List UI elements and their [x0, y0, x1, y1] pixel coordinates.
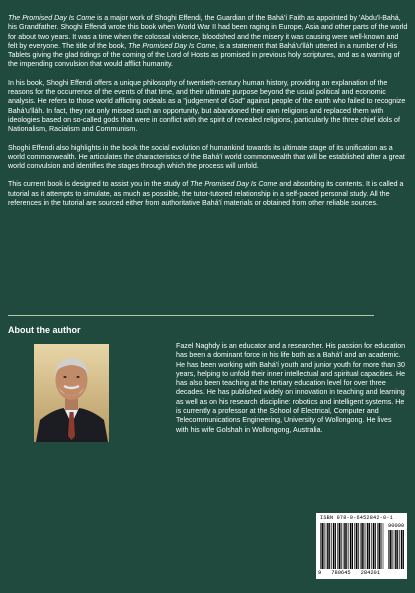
barcode-bar	[403, 530, 404, 569]
section-divider	[8, 315, 374, 316]
barcode-bars	[320, 523, 384, 569]
description-paragraph-3: Shoghi Effendi also highlights in the book the social evolution of humankind towards its ultimate stage of its unification as a world commonwealth. He articulates the characteristics of the Bahá'í world commonwealth that will be established after a great world convulsion and identifies the stages through which the process will unfold.	[8, 143, 405, 171]
barcode-bar	[361, 523, 363, 569]
barcode-bar	[350, 523, 352, 569]
barcode-bar	[329, 523, 330, 569]
barcode-bar	[343, 523, 344, 569]
author-bio: Fazel Naghdy is an educator and a researcher. His passion for education has been a dominant force in his life both as a Bahá'í and an academic. He has been working with Bahá'í youth and junior youth for more than 30 years, helping to unfold their inner intellectual and spiritual capacities. He has also been teaching at the tertiary education level for over three decades. He has published widely on innovation in teaching and learning as well as on his research discipline: robotics and intelligent systems. He is currently a professor at the School of Electrical, Computer and Telecommunications Engineering, University of Wollongong. He lives with his wife Golshah in Wollongong, Australia.	[176, 342, 406, 434]
barcode-bar	[383, 523, 384, 569]
barcode-bar	[346, 523, 347, 569]
barcode-bar	[377, 523, 378, 569]
paragraph-4-end: and absorbing its contents. It is called a tutorial as it attempts to simulate, as much as possible, the tutor-tutored relationship in a self-paced personal study. All the references in the tutorial are sourced either from authoritative Bahá'í materials or obtained from other reliable sources.	[8, 180, 404, 208]
isbn-number: ISBN 978-0-6452842-0-1	[320, 515, 393, 521]
description-paragraph-2: In his book, Shoghi Effendi offers a unique philosophy of twentieth-century human history, providing an explanation of the reasons for the occurrence of the events of that time, and their ultimate purpose beyond the usual political and economic analysis. He refers to those world afflicting ordeals as a "judgement of God" against people of the earth who failed to recognize Bahá'u'lláh. In fact, they not only missed such an opportunity, but abandoned their own religions and replaced them with ideologies based on so-called gods that were in conflict with the spirit of revealed religions, particularly the three chief idols of Nationalism, Racialism and Communism.	[8, 78, 406, 134]
barcode-bar	[375, 523, 376, 569]
barcode-bar	[344, 523, 346, 569]
barcode-bar	[349, 523, 350, 569]
barcode-bar	[363, 523, 364, 569]
barcode-bar	[360, 523, 361, 569]
description-paragraph-4	[8, 180, 408, 208]
barcode-bar	[373, 523, 375, 569]
barcode-bar	[356, 523, 358, 569]
barcode-bar	[339, 523, 341, 569]
barcode-bar	[321, 523, 323, 569]
barcode-bar	[378, 523, 380, 569]
barcode-bar	[341, 523, 342, 569]
barcode-bar	[395, 530, 397, 569]
barcode-bar	[337, 523, 338, 569]
barcode-digits-left: 780645	[331, 570, 351, 576]
barcode-bar	[399, 530, 400, 569]
barcode-bar	[371, 523, 372, 569]
barcode-bar	[323, 523, 324, 569]
barcode-bar	[380, 523, 381, 569]
barcode-bar	[391, 530, 392, 569]
barcode-digit-prefix: 9	[318, 570, 322, 576]
barcode-bar	[335, 523, 336, 569]
barcode-bar	[369, 523, 370, 569]
paragraph-1-book-title: The Promised Day Is Come	[8, 14, 96, 22]
about-author-heading: About the author	[8, 325, 81, 335]
addon-bars	[388, 530, 404, 569]
paragraph-4-start: This current book is designed to assist you in the study of	[8, 180, 191, 189]
barcode-digits-right: 284201	[360, 570, 381, 576]
barcode-digits	[318, 570, 404, 576]
book-description	[8, 14, 408, 208]
paragraph-4-book-title: The Promised Day Is Come	[190, 180, 278, 189]
barcode-bar	[331, 523, 332, 569]
paragraph-1-book-title: The Promised Day Is Come	[128, 41, 216, 50]
author-photo	[34, 344, 109, 442]
barcode-bar	[388, 530, 389, 569]
barcode-bar	[352, 523, 353, 569]
description-paragraph-1: The Promised Day Is Come is a major work of Shoghi Effendi, the Guardian of the Bahá'í Faith as appointed by 'Abdu'l-Bahá, his Grandfather. Shoghi Effendi wrote this book when World War II had been raging in Europe, Asia and other parts of the world for about two years. It was a time when the colossal violence, bloodshed and the misery it was causing were well-known and felt by everyone. The title of the book, The Promised Day Is Come, is a statement that Bahá'u'lláh uttered in a number of His Tablets giving the glad tidings of the coming of the Lord of Hosts as promised in previous holy scriptures, and as a warning of the impending convulsion that would afflict humanity.	[8, 14, 408, 69]
barcode-bar	[397, 530, 398, 569]
barcode-bar	[389, 530, 391, 569]
barcode-bar	[367, 523, 369, 569]
barcode-bar	[354, 523, 355, 569]
barcode-bar	[366, 523, 367, 569]
isbn-barcode	[316, 513, 407, 579]
barcode-addon: 90000	[388, 523, 405, 529]
barcode-bar	[394, 530, 395, 569]
barcode-bar	[326, 523, 327, 569]
barcode-bar	[333, 523, 335, 569]
barcode-bar	[327, 523, 329, 569]
barcode-bar	[358, 523, 359, 569]
barcode-bar	[320, 523, 321, 569]
barcode-bar	[401, 530, 403, 569]
